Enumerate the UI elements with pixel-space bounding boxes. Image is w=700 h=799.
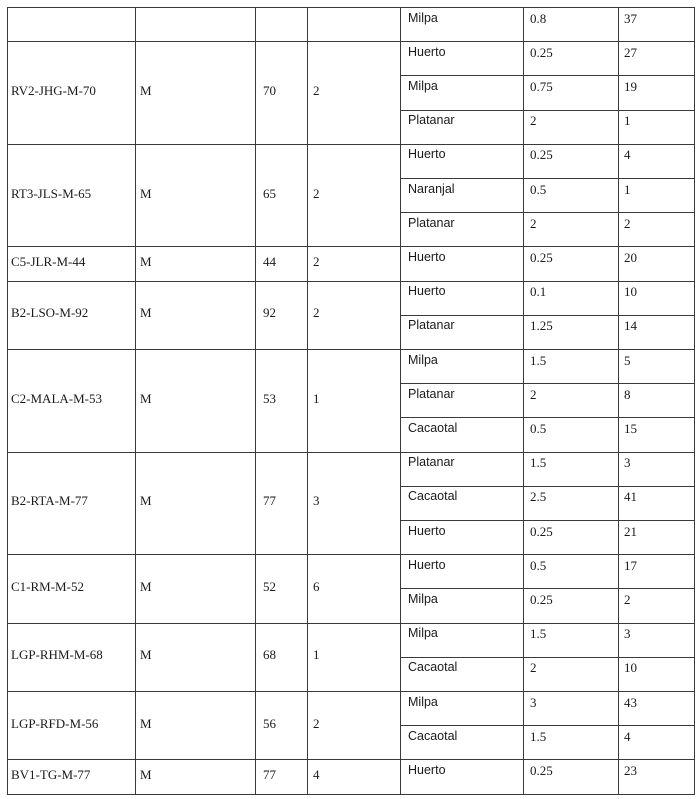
grid-line <box>400 110 695 111</box>
grid-line <box>400 383 695 384</box>
grid-line <box>7 794 695 795</box>
plot-count: 2 <box>313 716 320 731</box>
participant-sex: M <box>140 767 152 782</box>
plot-type: Huerto <box>408 147 446 161</box>
species-count: 41 <box>624 489 637 504</box>
grid-line <box>135 7 136 795</box>
participant-age: 77 <box>263 767 276 782</box>
plot-area: 2 <box>530 216 537 231</box>
plot-type: Platanar <box>408 216 455 230</box>
plot-count: 1 <box>313 391 320 406</box>
plot-area: 0.5 <box>530 182 547 197</box>
grid-line <box>694 7 695 795</box>
species-count: 17 <box>624 558 637 573</box>
participant-id: RV2-JHG-M-70 <box>11 83 96 98</box>
grid-line <box>400 7 401 795</box>
plot-type: Milpa <box>408 79 438 93</box>
species-count: 8 <box>624 387 631 402</box>
participant-age: 56 <box>263 716 276 731</box>
plot-area: 0.75 <box>530 79 553 94</box>
plot-type: Cacaotal <box>408 421 458 435</box>
species-count: 4 <box>624 729 631 744</box>
species-count: 1 <box>624 113 631 128</box>
grid-line <box>400 486 695 487</box>
species-count: 20 <box>624 250 637 265</box>
participant-age: 53 <box>263 391 276 406</box>
plot-type: Cacaotal <box>408 489 458 503</box>
grid-line <box>7 7 8 795</box>
participant-sex: M <box>140 391 152 406</box>
plot-count: 6 <box>313 579 320 594</box>
plot-area: 0.25 <box>530 45 553 60</box>
species-count: 2 <box>624 592 631 607</box>
species-count: 10 <box>624 660 637 675</box>
plot-area: 2 <box>530 113 537 128</box>
participant-id: LGP-RHM-M-68 <box>11 647 103 662</box>
participant-age: 77 <box>263 493 276 508</box>
species-count: 1 <box>624 182 631 197</box>
plot-count: 2 <box>313 254 320 269</box>
plot-area: 0.25 <box>530 524 553 539</box>
plot-area: 2.5 <box>530 489 547 504</box>
grid-line <box>7 759 695 760</box>
grid-line <box>7 281 695 282</box>
participant-age: 92 <box>263 305 276 320</box>
species-count: 43 <box>624 695 637 710</box>
species-count: 14 <box>624 318 637 333</box>
participant-sex: M <box>140 83 152 98</box>
plot-type: Huerto <box>408 558 446 572</box>
plot-type: Platanar <box>408 113 455 127</box>
grid-line <box>7 623 695 624</box>
plot-type: Huerto <box>408 524 446 538</box>
grid-line <box>7 349 695 350</box>
grid-line <box>400 178 695 179</box>
participant-sex: M <box>140 647 152 662</box>
species-count: 10 <box>624 284 637 299</box>
plot-type: Cacaotal <box>408 729 458 743</box>
grid-line <box>7 691 695 692</box>
grid-line <box>7 144 695 145</box>
plot-type: Milpa <box>408 626 438 640</box>
participant-sex: M <box>140 579 152 594</box>
plot-count: 2 <box>313 305 320 320</box>
species-count: 3 <box>624 455 631 470</box>
grid-line <box>7 554 695 555</box>
participant-id: B2-RTA-M-77 <box>11 493 88 508</box>
plot-type: Milpa <box>408 353 438 367</box>
plot-count: 2 <box>313 83 320 98</box>
plot-count: 4 <box>313 767 320 782</box>
grid-line <box>523 7 524 795</box>
plot-type: Huerto <box>408 763 446 777</box>
species-count: 15 <box>624 421 637 436</box>
species-count: 27 <box>624 45 637 60</box>
plot-area: 1.5 <box>530 455 547 470</box>
grid-line <box>400 75 695 76</box>
grid-line <box>400 417 695 418</box>
plot-type: Huerto <box>408 45 446 59</box>
grid-line <box>400 212 695 213</box>
plot-count: 3 <box>313 493 320 508</box>
species-count: 3 <box>624 626 631 641</box>
plot-type: Platanar <box>408 318 455 332</box>
grid-line <box>307 7 308 795</box>
plot-type: Platanar <box>408 455 455 469</box>
plot-area: 3 <box>530 695 537 710</box>
plot-count: 2 <box>313 186 320 201</box>
plot-type: Naranjal <box>408 182 455 196</box>
participant-id: B2-LSO-M-92 <box>11 305 89 320</box>
grid-line <box>7 452 695 453</box>
species-count: 19 <box>624 79 637 94</box>
participant-age: 70 <box>263 83 276 98</box>
plot-area: 0.8 <box>530 11 547 26</box>
participant-id: RT3-JLS-M-65 <box>11 186 92 201</box>
plot-type: Milpa <box>408 695 438 709</box>
plot-type: Huerto <box>408 250 446 264</box>
species-count: 5 <box>624 353 631 368</box>
participant-age: 44 <box>263 254 276 269</box>
plot-area: 0.5 <box>530 558 547 573</box>
grid-line <box>618 7 619 795</box>
species-count: 23 <box>624 763 637 778</box>
species-count: 2 <box>624 216 631 231</box>
plot-area: 2 <box>530 387 537 402</box>
grid-line <box>255 7 256 795</box>
species-count: 4 <box>624 147 631 162</box>
plot-area: 0.25 <box>530 250 553 265</box>
grid-line <box>400 725 695 726</box>
participant-sex: M <box>140 305 152 320</box>
species-count: 37 <box>624 11 637 26</box>
plot-area: 0.1 <box>530 284 547 299</box>
participant-id: C5-JLR-M-44 <box>11 254 86 269</box>
plot-area: 0.25 <box>530 147 553 162</box>
plot-area: 1.25 <box>530 318 553 333</box>
grid-line <box>400 520 695 521</box>
participant-sex: M <box>140 716 152 731</box>
plot-count: 1 <box>313 647 320 662</box>
participant-id: C1-RM-M-52 <box>11 579 84 594</box>
plot-area: 1.5 <box>530 626 547 641</box>
grid-line <box>400 588 695 589</box>
participant-id: C2-MALA-M-53 <box>11 391 102 406</box>
plot-area: 0.25 <box>530 763 553 778</box>
plot-type: Cacaotal <box>408 660 458 674</box>
participant-id: BV1-TG-M-77 <box>11 767 91 782</box>
plot-type: Milpa <box>408 11 438 25</box>
species-count: 21 <box>624 524 637 539</box>
participant-sex: M <box>140 186 152 201</box>
grid-line <box>400 657 695 658</box>
grid-line <box>7 7 695 8</box>
plot-type: Milpa <box>408 592 438 606</box>
participant-id: LGP-RFD-M-56 <box>11 716 99 731</box>
plot-type: Platanar <box>408 387 455 401</box>
participant-age: 52 <box>263 579 276 594</box>
grid-line <box>7 41 695 42</box>
plot-area: 2 <box>530 660 537 675</box>
participant-age: 68 <box>263 647 276 662</box>
grid-line <box>400 315 695 316</box>
participant-age: 65 <box>263 186 276 201</box>
plot-area: 1.5 <box>530 729 547 744</box>
plot-area: 0.25 <box>530 592 553 607</box>
participant-sex: M <box>140 493 152 508</box>
plot-area: 0.5 <box>530 421 547 436</box>
plot-area: 1.5 <box>530 353 547 368</box>
plot-type: Huerto <box>408 284 446 298</box>
participant-sex: M <box>140 254 152 269</box>
grid-line <box>7 246 695 247</box>
